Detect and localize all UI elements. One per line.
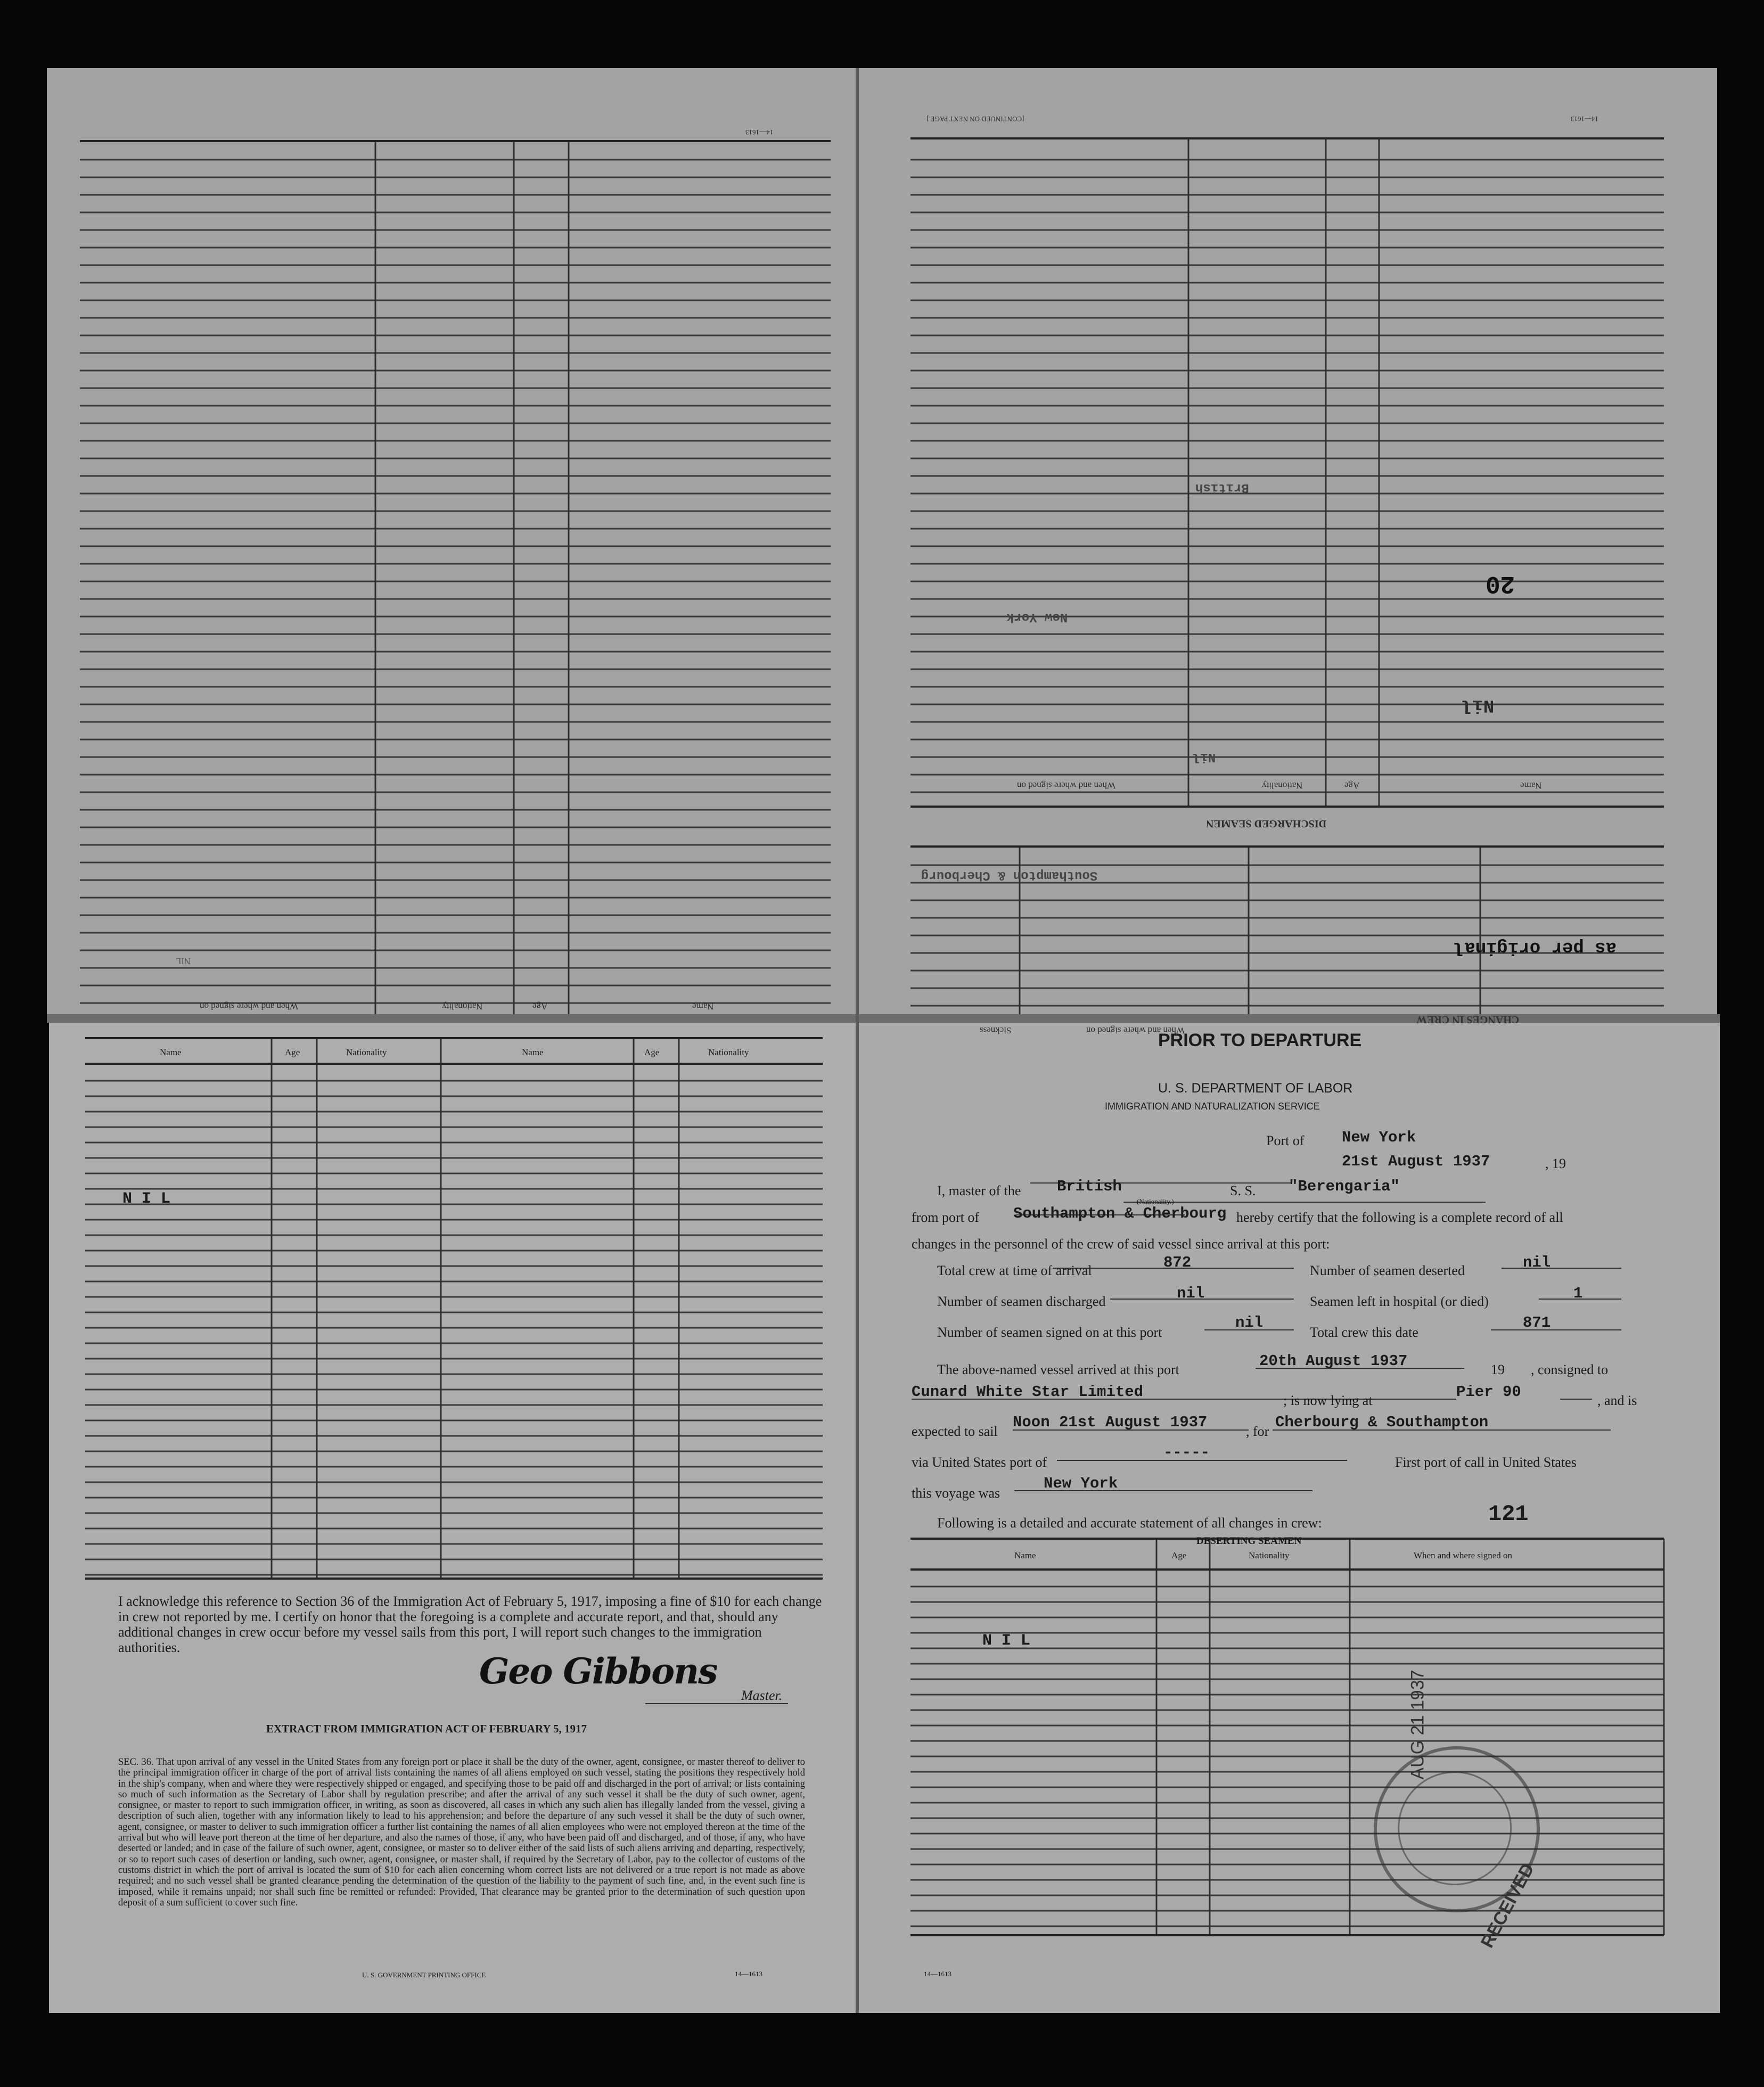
port-label: Port of xyxy=(1266,1133,1304,1148)
from-port-value: Southampton & Cherbourg xyxy=(1013,1205,1227,1222)
top-left-form-number: 14—1613 xyxy=(745,128,773,136)
first-port-value: New York xyxy=(1044,1475,1118,1492)
left-header-nationality-1: Nationality xyxy=(346,1047,387,1057)
top-right-header-nationality: Nationality xyxy=(1262,780,1303,791)
left-header-nationality-2: Nationality xyxy=(708,1047,749,1057)
nationality-label: (Nationality.) xyxy=(1137,1197,1174,1205)
top-left-header-name: Name xyxy=(692,1001,714,1012)
arrived-date: 20th August 1937 xyxy=(1259,1352,1408,1370)
left-header-name-2: Name xyxy=(522,1047,544,1057)
right-nil-entry: N I L xyxy=(982,1632,1031,1650)
left-header-age-2: Age xyxy=(644,1047,660,1057)
top-right-header-signed-on-lower: When and where signed on xyxy=(1086,1025,1185,1036)
from-port-label: from port of xyxy=(912,1210,980,1225)
lying-label: ; is now lying at xyxy=(1283,1393,1373,1408)
certify-tail: hereby certify that the following is a complete record of all xyxy=(1236,1210,1563,1225)
master-signature: Geo Gibbons xyxy=(479,1650,717,1692)
extract-title: EXTRACT FROM IMMIGRATION ACT OF FEBRUARY 5, 1917 xyxy=(266,1722,587,1735)
deserting-seamen-title: DESERTING SEAMEN xyxy=(1196,1535,1302,1547)
extract-text: SEC. 36. That upon arrival of any vessel in the United States from any foreign port or place it shall be the duty of the owner, agent, consignee, or master thereof to deliver to the principal immigration officer in charge of the port of arrival lists containing the names of all aliens employed on such vessel, stating the positions they respectively hold in the ship's company, when and where they were respectively shipped or engaged, and specifying those to be paid off and discharged in the port of arrival; or lists containing so much of such information as the Secretary of Labor shall by regulation prescribe; and after the arrival of any such vessel it shall be the duty of such owner, agent, consignee, or master to report to such immigration officer, in writing, as soon as discovered, all cases in which any such alien has illegally landed from the vessel, giving a description of such alien, together with any information likely to lead to his apprehension; and before the departure of any such vessel it shall be the duty of such owner, agent, consignee, or master to deliver to such immigration officer a further list containing the names of all alien employees who were not employed thereon at the time of the arrival but who will leave port thereon at the time of her departure, and also the names of those, if any, who have been paid off and discharged, and of those, if any, who have deserted or landed; and in case of the failure of such owner, agent, consignee, or master so to deliver either of the said lists of such aliens arriving and departing, respectively, or so to report such cases of desertion or landing, such owner, agent, consignee, or master shall, if required by the Secretary of Labor, pay to the collector of customs of the customs district in which the port of arrival is located the sum of $10 for each alien concerning whom correct lists are not delivered or a true report is not made as above required; and no such vessel shall be granted clearance pending the determination of the question of the liability to the payment of such fine, and, in the event such fine is imposed, while it remains unpaid; nor shall such fine be remitted or refunded: Provided, That clearance may be granted prior to the determination of such question upon deposit of a sum sufficient to cover such fine. xyxy=(118,1757,805,1908)
hospital-label: Seamen left in hospital (or died) xyxy=(1310,1294,1489,1309)
top-left-header-nationality: Nationality xyxy=(442,1001,483,1012)
date-value: 21st August 1937 xyxy=(1342,1153,1490,1170)
top-right-header-signed-on: When and where signed on xyxy=(1017,780,1116,791)
top-right-continued-note: [CONTINUED ON NEXT PAGE.] xyxy=(926,115,1024,123)
consignee-value: Cunard White Star Limited xyxy=(912,1383,1144,1401)
top-left-header-age: Age xyxy=(532,1001,548,1012)
as-per-original-annotation: as per original xyxy=(1454,937,1617,957)
vessel-name: "Berengaria" xyxy=(1289,1178,1400,1195)
signed-on-label: Number of seamen signed on at this port xyxy=(937,1325,1162,1340)
received-stamp-label: RECEIVED xyxy=(1476,1860,1539,1951)
master-of-label: I, master of the xyxy=(937,1183,1021,1198)
total-crew-date-value: 871 xyxy=(1523,1314,1551,1332)
left-header-age-1: Age xyxy=(285,1047,300,1057)
discharged-value: nil xyxy=(1177,1285,1205,1302)
acknowledgement-text: I acknowledge this reference to Section 36 of the Immigration Act of February 5, 1917, imposing a fine of $10 for each change in crew not reported by me. I certify on honor that the foregoing is a complete and accurate report, and that, should any additional changes in crew occur before my vessel sails from this port, I will report such changes to the immigration authorities. xyxy=(118,1593,822,1655)
top-right-nil-2: Nil xyxy=(1193,750,1216,764)
top-right-nil-1: Nil xyxy=(1462,695,1495,715)
year-suffix: , 19 xyxy=(1545,1156,1566,1171)
arrived-year: 19 xyxy=(1491,1362,1505,1377)
total-crew-date-label: Total crew this date xyxy=(1310,1325,1418,1340)
via-label: via United States port of xyxy=(912,1455,1047,1470)
pier-value: Pier 90 xyxy=(1456,1383,1521,1401)
certify-line-2: changes in the personnel of the crew of said vessel since arrival at this port: xyxy=(912,1236,1330,1252)
deserted-value: nil xyxy=(1523,1254,1551,1271)
stamp-date: AUG 21 1937 xyxy=(1407,1670,1428,1780)
top-right-stamp-number: 20 xyxy=(1486,570,1515,597)
and-is-label: , and is xyxy=(1597,1393,1637,1408)
destination-value: Cherbourg & Southampton xyxy=(1275,1414,1489,1431)
top-right-new-york: New York xyxy=(1006,610,1068,624)
hospital-value: 1 xyxy=(1573,1285,1583,1302)
right-form-number: 14—1613 xyxy=(924,1970,951,1978)
top-right-form-number: 14—1613 xyxy=(1571,115,1598,123)
top-right-header-age: Age xyxy=(1344,780,1360,791)
left-header-name-1: Name xyxy=(160,1047,182,1057)
top-right-southampton: Southampton & Cherbourg xyxy=(921,868,1098,882)
discharged-seamen-title: DISCHARGED SEAMEN xyxy=(1206,818,1327,829)
signed-on-value: nil xyxy=(1235,1314,1263,1332)
right-header-signed-on: When and where signed on xyxy=(1414,1550,1513,1560)
total-crew-arrival-value: 872 xyxy=(1163,1254,1192,1271)
top-right-british: British xyxy=(1195,480,1249,495)
nationality-value: British xyxy=(1057,1178,1122,1195)
this-voyage-label: this voyage was xyxy=(912,1485,1000,1501)
for-label: , for xyxy=(1246,1424,1269,1439)
expected-label: expected to sail xyxy=(912,1424,998,1439)
top-left-header-signed-on: When and where signed on xyxy=(200,1001,299,1012)
right-header-name: Name xyxy=(1014,1550,1036,1560)
discharged-label: Number of seamen discharged xyxy=(937,1294,1106,1309)
via-port-value: ----- xyxy=(1163,1444,1210,1461)
right-header-nationality: Nationality xyxy=(1249,1550,1290,1560)
prior-to-departure-title: PRIOR TO DEPARTURE xyxy=(1158,1030,1362,1050)
first-port-label: First port of call in United States xyxy=(1395,1455,1577,1470)
consigned-label: , consigned to xyxy=(1531,1362,1609,1377)
top-left-stray-mark: NIL xyxy=(176,956,191,966)
port-value: New York xyxy=(1342,1129,1416,1146)
top-right-header-sickness: Sickness xyxy=(980,1025,1012,1036)
department-title: U. S. DEPARTMENT OF LABOR xyxy=(1158,1081,1353,1096)
number-stamp: 121 xyxy=(1488,1501,1529,1527)
deserted-label: Number of seamen deserted xyxy=(1310,1263,1465,1278)
changes-in-crew-header: CHANGES IN CREW xyxy=(1416,1014,1520,1025)
service-title: IMMIGRATION AND NATURALIZATION SERVICE xyxy=(1105,1101,1320,1112)
top-right-header-name: Name xyxy=(1520,780,1542,791)
following-label: Following is a detailed and accurate statement of all changes in crew: xyxy=(937,1515,1322,1531)
total-crew-arrival-label: Total crew at time of arrival xyxy=(937,1263,1092,1278)
left-form-number: 14—1613 xyxy=(735,1970,762,1978)
sail-time-value: Noon 21st August 1937 xyxy=(1013,1414,1208,1431)
ss-label: S. S. xyxy=(1230,1183,1256,1198)
right-header-age: Age xyxy=(1171,1550,1187,1560)
left-nil-entry: N I L xyxy=(122,1190,171,1208)
printing-office: U. S. GOVERNMENT PRINTING OFFICE xyxy=(362,1971,486,1979)
master-label: Master. xyxy=(741,1688,783,1703)
arrived-label: The above-named vessel arrived at this port xyxy=(937,1362,1179,1377)
